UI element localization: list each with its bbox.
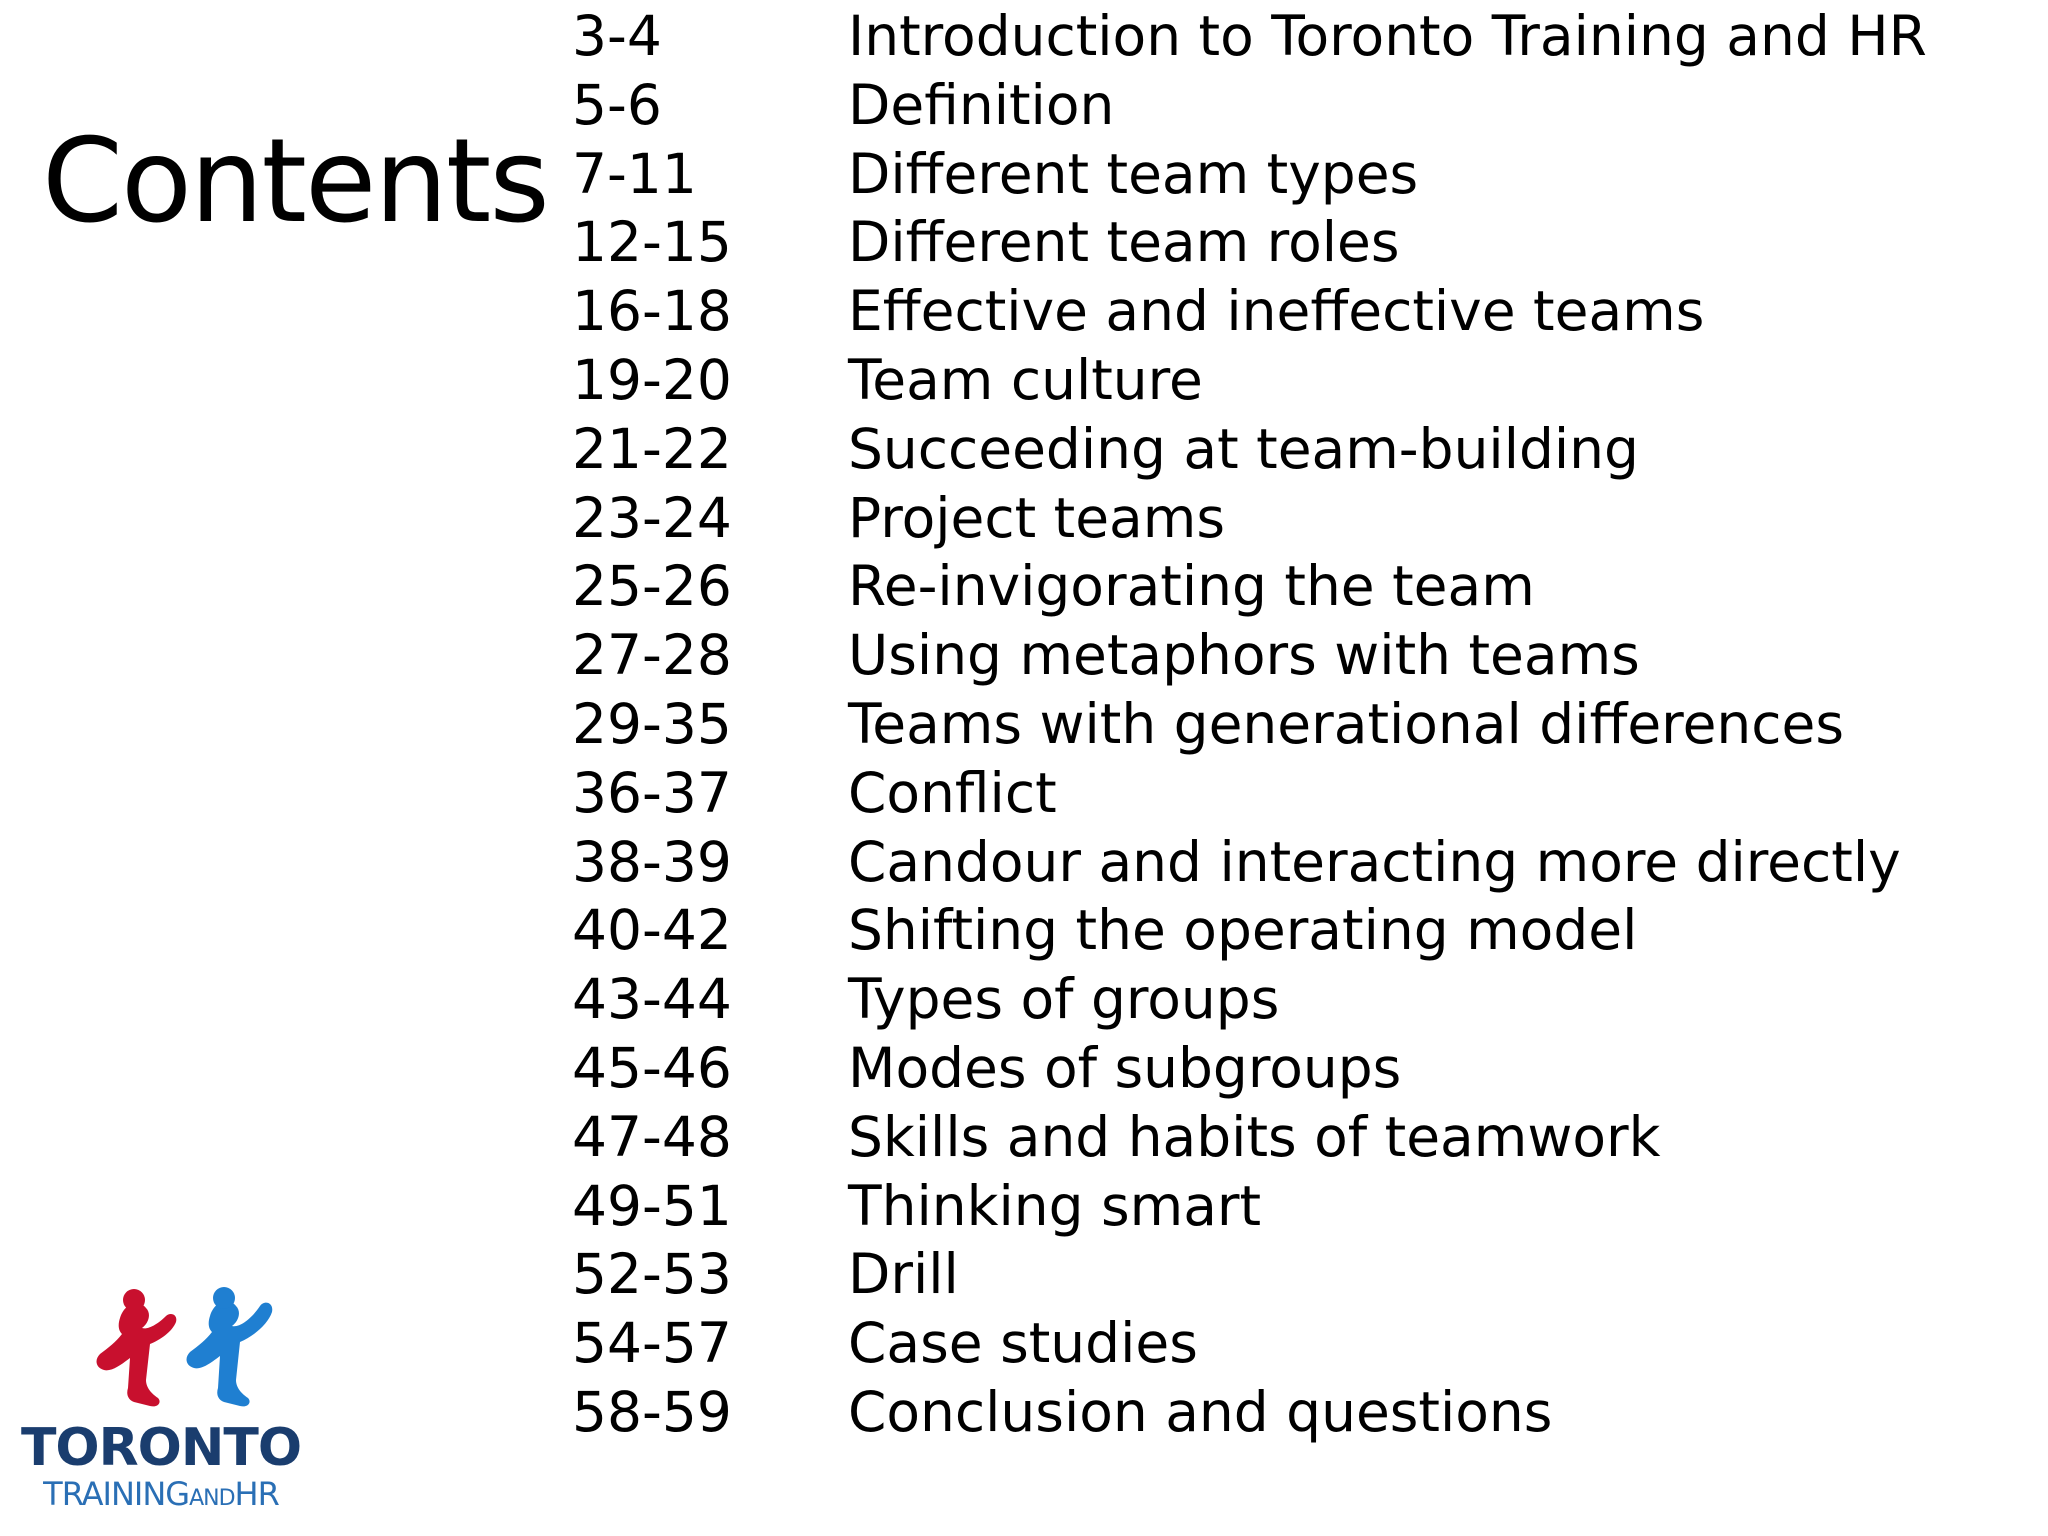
- toc-topic: Modes of subgroups: [848, 1035, 1402, 1100]
- toc-page-range: 58-59: [572, 1379, 732, 1444]
- toc-topic: Conflict: [848, 760, 1057, 825]
- logo-sub-hr: HR: [234, 1475, 279, 1513]
- toc-topic: Conclusion and questions: [848, 1379, 1553, 1444]
- toc-page-range: 27-28: [572, 623, 732, 688]
- toc-page-range: 29-35: [572, 691, 732, 756]
- toc-topic: Candour and interacting more directly: [848, 829, 1901, 894]
- toc-page-range: 45-46: [572, 1035, 732, 1100]
- toc-page-range: 47-48: [572, 1104, 732, 1169]
- toc-topic: Definition: [848, 72, 1115, 137]
- toc-page-range: 38-39: [572, 829, 732, 894]
- toc-topic: Different team types: [848, 141, 1419, 206]
- toc-topic: Re-invigorating the team: [848, 554, 1535, 619]
- toc-topic: Drill: [848, 1242, 959, 1307]
- toc-page-range: 21-22: [572, 416, 732, 481]
- toc-page-range: 52-53: [572, 1242, 732, 1307]
- toc-topic: Types of groups: [848, 967, 1280, 1032]
- logo-sub-training: TRAINING: [43, 1475, 190, 1513]
- toc-page-range: 54-57: [572, 1311, 732, 1376]
- toc-topic: Case studies: [848, 1311, 1198, 1376]
- toc-page-range: 3-4: [572, 4, 662, 68]
- toc-topic: Teams with generational differences: [848, 691, 1845, 756]
- toc-topic: Team culture: [848, 347, 1203, 412]
- toc-topic: Using metaphors with teams: [848, 623, 1640, 688]
- toc-page-range: 12-15: [572, 210, 732, 275]
- logo-sub-and: AND: [189, 1486, 235, 1511]
- two-figures-icon: [86, 1284, 286, 1416]
- toc-topic: Shifting the operating model: [848, 898, 1638, 963]
- toc-page-range: 49-51: [572, 1173, 732, 1238]
- toc-topic: Different team roles: [848, 210, 1400, 275]
- toc-topic: Thinking smart: [848, 1173, 1262, 1238]
- toc-page-range: 36-37: [572, 760, 732, 825]
- toc-topic: Skills and habits of teamwork: [848, 1104, 1661, 1169]
- toc-topic: Introduction to Toronto Training and HR: [848, 4, 1927, 68]
- toc-topic: Succeeding at team-building: [848, 416, 1639, 481]
- toc-page-range: 16-18: [572, 279, 732, 344]
- toc-page-range: 7-11: [572, 141, 697, 206]
- toc-page-range: 23-24: [572, 485, 732, 550]
- slide-title: Contents: [42, 114, 548, 249]
- toc-topic: Project teams: [848, 485, 1225, 550]
- logo-subtitle: [16, 1475, 306, 1513]
- toc-page-range: 19-20: [572, 347, 732, 412]
- toc-page-range: 40-42: [572, 898, 732, 963]
- toc-topic: Effective and ineffective teams: [848, 279, 1705, 344]
- toc-page-range: 25-26: [572, 554, 732, 619]
- toc-page-range: 43-44: [572, 967, 732, 1032]
- logo-wordmark: TORONTO: [20, 1418, 302, 1478]
- toc-page-range: 5-6: [572, 72, 662, 137]
- toronto-training-logo: [16, 1282, 306, 1522]
